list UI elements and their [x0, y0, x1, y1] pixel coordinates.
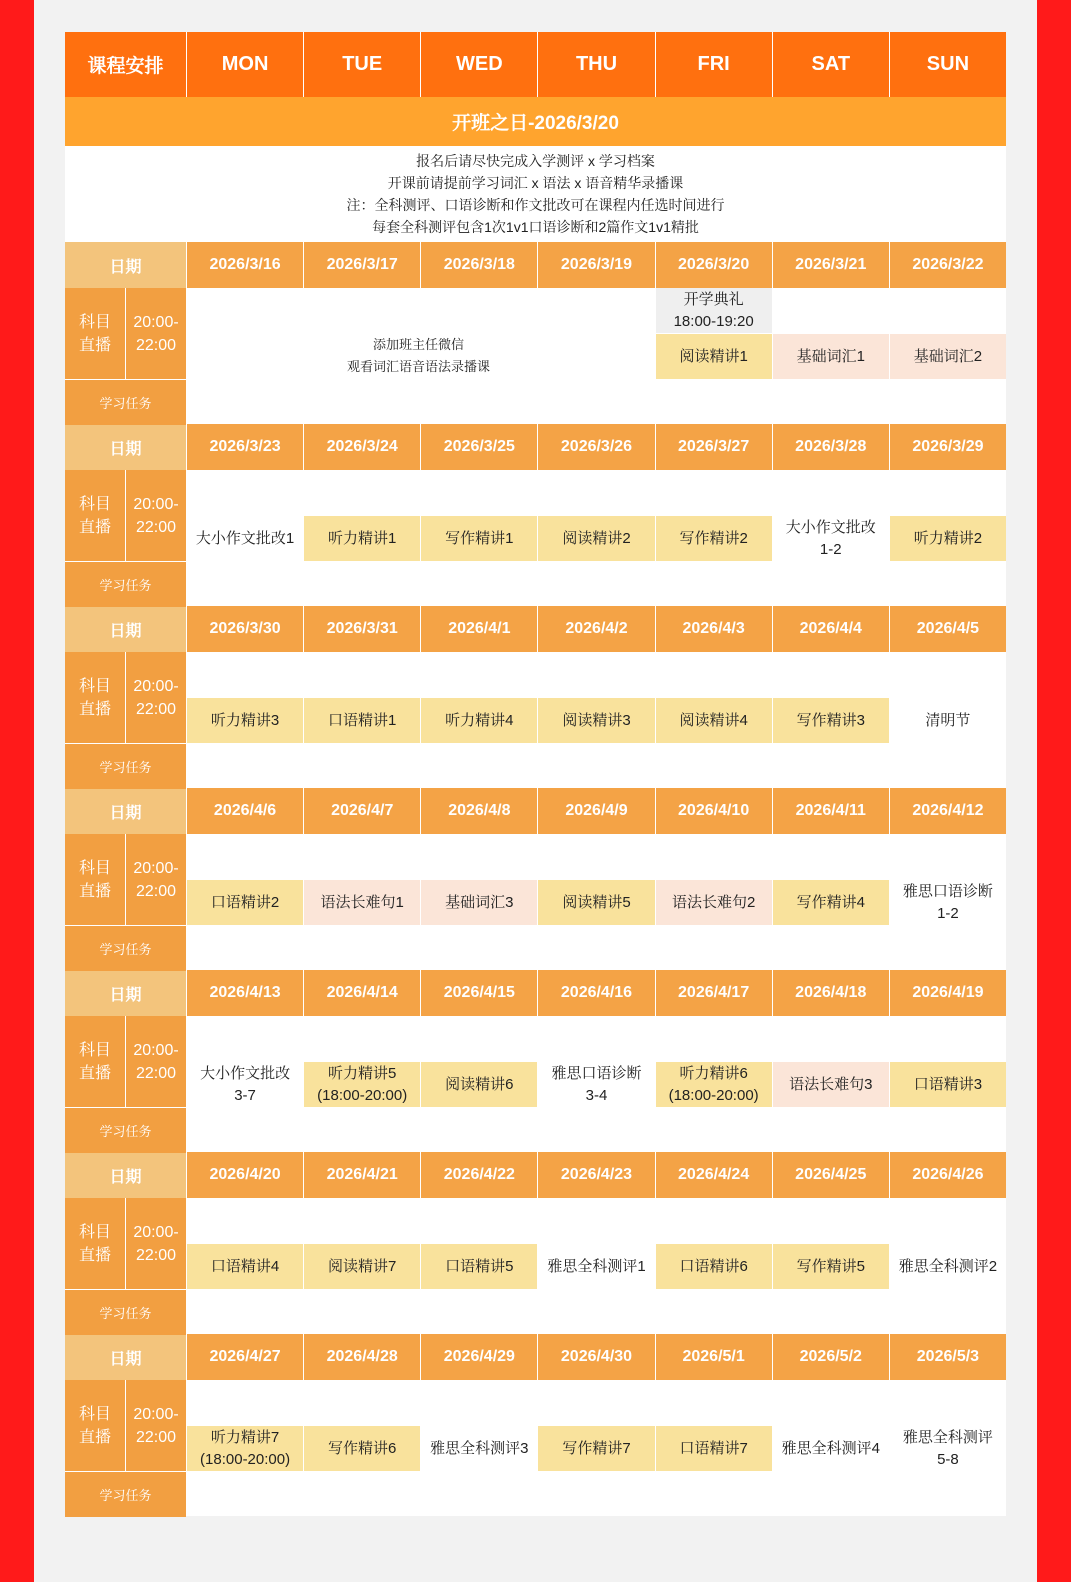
header-day-wed: WED [421, 32, 537, 97]
week-block [65, 1152, 1006, 1334]
live-label-group [65, 1198, 186, 1289]
live-time-label [126, 470, 186, 561]
course-cell: 基础词汇2 [890, 334, 1006, 379]
note-line: 开课前请提前学习词汇 x 语法 x 语音精华录播课 [387, 175, 684, 191]
course-cell: 大小作文批改 3-7 [200, 1064, 291, 1104]
day-column [656, 470, 772, 607]
day-column [538, 1198, 654, 1335]
day-column [773, 470, 889, 607]
date-cell: 2026/3/26 [538, 424, 654, 470]
date-cell: 2026/3/19 [538, 242, 654, 288]
week-block [65, 606, 1006, 788]
date-row-label: 日期 [65, 970, 186, 1016]
date-cell: 2026/4/10 [656, 788, 772, 834]
date-cell: 2026/3/27 [656, 424, 772, 470]
course-cell: 语法长难句2 [656, 880, 772, 925]
date-cell: 2026/4/13 [187, 970, 303, 1016]
date-row-label: 日期 [65, 424, 186, 470]
day-column [538, 834, 654, 971]
day-column [773, 1380, 889, 1517]
day-column [656, 1016, 772, 1153]
live-label-group [65, 470, 186, 561]
date-row [65, 1152, 1006, 1198]
header-day-sun: SUN [890, 32, 1006, 97]
date-cell: 2026/4/8 [421, 788, 537, 834]
subject-live-label [65, 1016, 125, 1107]
subject-live-label [65, 288, 125, 379]
subject-live-label [65, 470, 125, 561]
date-cell: 2026/4/4 [773, 606, 889, 652]
date-row [65, 242, 1006, 288]
schedule-body-row [65, 1016, 1006, 1152]
subject-live-text: 科目直播 [78, 1223, 111, 1264]
date-row-label: 日期 [65, 242, 186, 288]
live-time-label [126, 288, 186, 379]
day-column [890, 834, 1006, 971]
weekday-header-row [65, 32, 1006, 97]
date-row-label: 日期 [65, 788, 186, 834]
header-day-thu: THU [538, 32, 654, 97]
date-row-label: 日期 [65, 1334, 186, 1380]
date-cell: 2026/3/16 [187, 242, 303, 288]
live-label-group [65, 1016, 186, 1107]
study-task-label: 学习任务 [65, 380, 186, 425]
date-row [65, 788, 1006, 834]
course-cell: 基础词汇3 [421, 880, 537, 925]
subject-live-text: 科目直播 [78, 1405, 111, 1446]
course-cell: 口语精讲2 [187, 880, 303, 925]
date-cell: 2026/4/26 [890, 1152, 1006, 1198]
subject-live-text: 科目直播 [78, 1041, 111, 1082]
day-column [538, 1016, 654, 1153]
course-cell: 写作精讲5 [773, 1244, 889, 1289]
date-row-label: 日期 [65, 606, 186, 652]
course-cell: 雅思全科测评3 [430, 1439, 529, 1457]
header-day-tue: TUE [304, 32, 420, 97]
live-label-group [65, 834, 186, 925]
date-cell: 2026/4/14 [304, 970, 420, 1016]
date-cell: 2026/4/5 [890, 606, 1006, 652]
date-cell: 2026/3/24 [304, 424, 420, 470]
day-column [421, 470, 537, 607]
live-time-label [126, 1016, 186, 1107]
course-cell: 听力精讲1 [304, 516, 420, 561]
day-column [304, 1016, 420, 1153]
live-time-text: 20:00-22:00 [133, 677, 179, 718]
week-block [65, 424, 1006, 606]
course-cell: 口语精讲3 [890, 1062, 1006, 1107]
date-cell: 2026/3/21 [773, 242, 889, 288]
schedule-body-row [65, 652, 1006, 788]
date-cell: 2026/3/23 [187, 424, 303, 470]
course-cell: 阅读精讲4 [656, 698, 772, 743]
day-column [187, 470, 303, 607]
course-cell: 听力精讲7 (18:00-20:00) [187, 1426, 303, 1471]
course-cell: 阅读精讲2 [538, 516, 654, 561]
date-row-label: 日期 [65, 1152, 186, 1198]
live-time-label [126, 1198, 186, 1289]
date-cell: 2026/4/24 [656, 1152, 772, 1198]
date-cell: 2026/4/22 [421, 1152, 537, 1198]
day-column [773, 834, 889, 971]
day-column [890, 1380, 1006, 1517]
day-column [421, 652, 537, 789]
opening-date-banner: 开班之日-2026/3/20 [65, 97, 1006, 146]
day-column [538, 652, 654, 789]
right-red-border [1037, 0, 1071, 1582]
course-cell: 阅读精讲3 [538, 698, 654, 743]
date-cell: 2026/3/17 [304, 242, 420, 288]
day-column [890, 652, 1006, 789]
schedule-body-row [65, 1198, 1006, 1334]
header-day-fri: FRI [656, 32, 772, 97]
course-cell: 语法长难句3 [773, 1062, 889, 1107]
course-cell: 雅思全科测评4 [781, 1439, 880, 1457]
day-column [187, 834, 303, 971]
date-cell: 2026/4/11 [773, 788, 889, 834]
course-cell: 大小作文批改1 [195, 529, 295, 547]
subject-live-text: 科目直播 [78, 313, 111, 354]
schedule-body-row [65, 834, 1006, 970]
pre-class-note-line: 观看词汇语音语法录播课 [346, 359, 490, 374]
schedule-body-row [65, 288, 1006, 424]
day-column [187, 652, 303, 789]
date-cell: 2026/3/25 [421, 424, 537, 470]
date-cell: 2026/4/1 [421, 606, 537, 652]
course-cell: 写作精讲7 [538, 1426, 654, 1471]
course-cell: 阅读精讲7 [304, 1244, 420, 1289]
live-label-group [65, 1380, 186, 1471]
day-column [304, 652, 420, 789]
day-column [304, 1198, 420, 1335]
course-cell: 听力精讲3 [187, 698, 303, 743]
day-column [304, 470, 420, 607]
live-time-label [126, 652, 186, 743]
schedule-body-row [65, 1380, 1006, 1516]
course-cell: 听力精讲4 [421, 698, 537, 743]
course-cell: 口语精讲7 [656, 1426, 772, 1471]
course-cell: 口语精讲1 [304, 698, 420, 743]
day-column [890, 1198, 1006, 1335]
course-cell: 雅思全科测评2 [898, 1257, 998, 1275]
subject-live-text: 科目直播 [78, 859, 111, 900]
row-label-column [65, 652, 186, 789]
subject-live-label [65, 1380, 125, 1471]
date-cell: 2026/3/18 [421, 242, 537, 288]
course-cell: 口语精讲6 [656, 1244, 772, 1289]
course-cell: 阅读精讲6 [421, 1062, 537, 1107]
date-cell: 2026/4/20 [187, 1152, 303, 1198]
course-cell: 口语精讲5 [421, 1244, 537, 1289]
date-cell: 2026/3/29 [890, 424, 1006, 470]
course-cell: 写作精讲3 [773, 698, 889, 743]
date-cell: 2026/3/30 [187, 606, 303, 652]
date-cell: 2026/4/27 [187, 1334, 303, 1380]
day-column [421, 834, 537, 971]
subject-live-label [65, 652, 125, 743]
date-cell: 2026/4/25 [773, 1152, 889, 1198]
course-cell: 大小作文批改 1-2 [785, 518, 876, 558]
course-cell: 雅思口语诊断 3-4 [551, 1064, 642, 1104]
subject-live-text: 科目直播 [78, 495, 111, 536]
header-corner-title: 课程安排 [65, 32, 186, 97]
study-task-label: 学习任务 [65, 926, 186, 971]
day-column [890, 288, 1006, 425]
date-cell: 2026/4/16 [538, 970, 654, 1016]
live-time-text: 20:00-22:00 [133, 495, 179, 536]
date-row [65, 970, 1006, 1016]
row-label-column [65, 470, 186, 607]
date-cell: 2026/4/7 [304, 788, 420, 834]
date-cell: 2026/5/3 [890, 1334, 1006, 1380]
day-column [773, 1016, 889, 1153]
study-task-label: 学习任务 [65, 1290, 186, 1335]
date-cell: 2026/4/18 [773, 970, 889, 1016]
study-task-label: 学习任务 [65, 1108, 186, 1153]
study-task-label: 学习任务 [65, 744, 186, 789]
pre-class-note-line: 添加班主任微信 [372, 337, 464, 352]
day-column [890, 1016, 1006, 1153]
day-column [187, 1016, 303, 1153]
pre-class-task-note [187, 288, 650, 424]
day-column [187, 1380, 303, 1517]
course-cell: 听力精讲6 (18:00-20:00) [656, 1062, 772, 1107]
live-time-text: 20:00-22:00 [133, 313, 179, 354]
notes-block [65, 146, 1006, 242]
note-line: 注：全科测评、口语诊断和作文批改可在课程内任选时间进行 [346, 197, 725, 213]
row-label-column [65, 834, 186, 971]
course-cell: 口语精讲4 [187, 1244, 303, 1289]
header-day-mon: MON [187, 32, 303, 97]
date-cell: 2026/5/1 [656, 1334, 772, 1380]
schedule-table [65, 32, 1006, 1516]
course-cell: 雅思全科测评 5-8 [902, 1428, 993, 1468]
row-label-column [65, 1380, 186, 1517]
date-cell: 2026/4/12 [890, 788, 1006, 834]
date-cell: 2026/3/22 [890, 242, 1006, 288]
live-time-label [126, 1380, 186, 1471]
date-cell: 2026/4/15 [421, 970, 537, 1016]
day-column [773, 288, 889, 425]
date-cell: 2026/4/3 [656, 606, 772, 652]
row-label-column [65, 288, 186, 425]
day-column [421, 1198, 537, 1335]
week-block [65, 788, 1006, 970]
date-cell: 2026/4/29 [421, 1334, 537, 1380]
schedule-body-row [65, 470, 1006, 606]
date-cell: 2026/4/17 [656, 970, 772, 1016]
row-label-column [65, 1016, 186, 1153]
date-row [65, 424, 1006, 470]
day-column [538, 1380, 654, 1517]
course-cell: 基础词汇1 [773, 334, 889, 379]
date-cell: 2026/3/20 [656, 242, 772, 288]
study-task-label: 学习任务 [65, 1472, 186, 1517]
opening-ceremony-cell: 开学典礼 18:00-19:20 [656, 288, 772, 333]
live-label-group [65, 288, 186, 379]
date-cell: 2026/3/31 [304, 606, 420, 652]
date-cell: 2026/4/6 [187, 788, 303, 834]
day-column [773, 1198, 889, 1335]
day-column [421, 1016, 537, 1153]
day-column [656, 1380, 772, 1517]
date-cell: 2026/4/23 [538, 1152, 654, 1198]
day-column [656, 1198, 772, 1335]
date-cell: 2026/4/28 [304, 1334, 420, 1380]
course-cell: 写作精讲2 [656, 516, 772, 561]
date-cell: 2026/4/21 [304, 1152, 420, 1198]
live-time-text: 20:00-22:00 [133, 1041, 179, 1082]
header-day-sat: SAT [773, 32, 889, 97]
date-cell: 2026/4/2 [538, 606, 654, 652]
week-block [65, 970, 1006, 1152]
day-column [890, 470, 1006, 607]
date-row [65, 606, 1006, 652]
note-line: 报名后请尽快完成入学测评 x 学习档案 [416, 153, 655, 169]
weeks-container [65, 242, 1006, 1516]
course-cell: 阅读精讲1 [656, 334, 772, 379]
day-column [187, 1198, 303, 1335]
subject-live-label [65, 834, 125, 925]
course-cell: 清明节 [925, 711, 971, 729]
day-column [656, 652, 772, 789]
day-column [656, 288, 772, 425]
week-block [65, 1334, 1006, 1516]
course-cell: 语法长难句1 [304, 880, 420, 925]
date-cell: 2026/4/30 [538, 1334, 654, 1380]
subject-live-label [65, 1198, 125, 1289]
course-cell: 听力精讲5 (18:00-20:00) [304, 1062, 420, 1107]
left-red-border [0, 0, 34, 1582]
day-column [304, 1380, 420, 1517]
course-cell: 雅思全科测评1 [547, 1257, 646, 1275]
study-task-label: 学习任务 [65, 562, 186, 607]
live-label-group [65, 652, 186, 743]
week-block [65, 242, 1006, 424]
course-cell: 写作精讲1 [421, 516, 537, 561]
live-time-label [126, 834, 186, 925]
course-cell: 阅读精讲5 [538, 880, 654, 925]
day-column [773, 652, 889, 789]
day-column [421, 1380, 537, 1517]
course-cell: 写作精讲4 [773, 880, 889, 925]
live-time-text: 20:00-22:00 [133, 1223, 179, 1264]
row-label-column [65, 1198, 186, 1335]
subject-live-text: 科目直播 [78, 677, 111, 718]
day-column [656, 834, 772, 971]
date-cell: 2026/4/9 [538, 788, 654, 834]
course-cell: 听力精讲2 [890, 516, 1006, 561]
date-cell: 2026/3/28 [773, 424, 889, 470]
course-cell: 雅思口语诊断 1-2 [902, 882, 993, 922]
note-line: 每套全科测评包含1次1v1口语诊断和2篇作文1v1精批 [372, 219, 699, 235]
day-column [538, 470, 654, 607]
day-column [304, 834, 420, 971]
live-time-text: 20:00-22:00 [133, 1405, 179, 1446]
date-row [65, 1334, 1006, 1380]
course-cell: 写作精讲6 [304, 1426, 420, 1471]
date-cell: 2026/4/19 [890, 970, 1006, 1016]
live-time-text: 20:00-22:00 [133, 859, 179, 900]
date-cell: 2026/5/2 [773, 1334, 889, 1380]
